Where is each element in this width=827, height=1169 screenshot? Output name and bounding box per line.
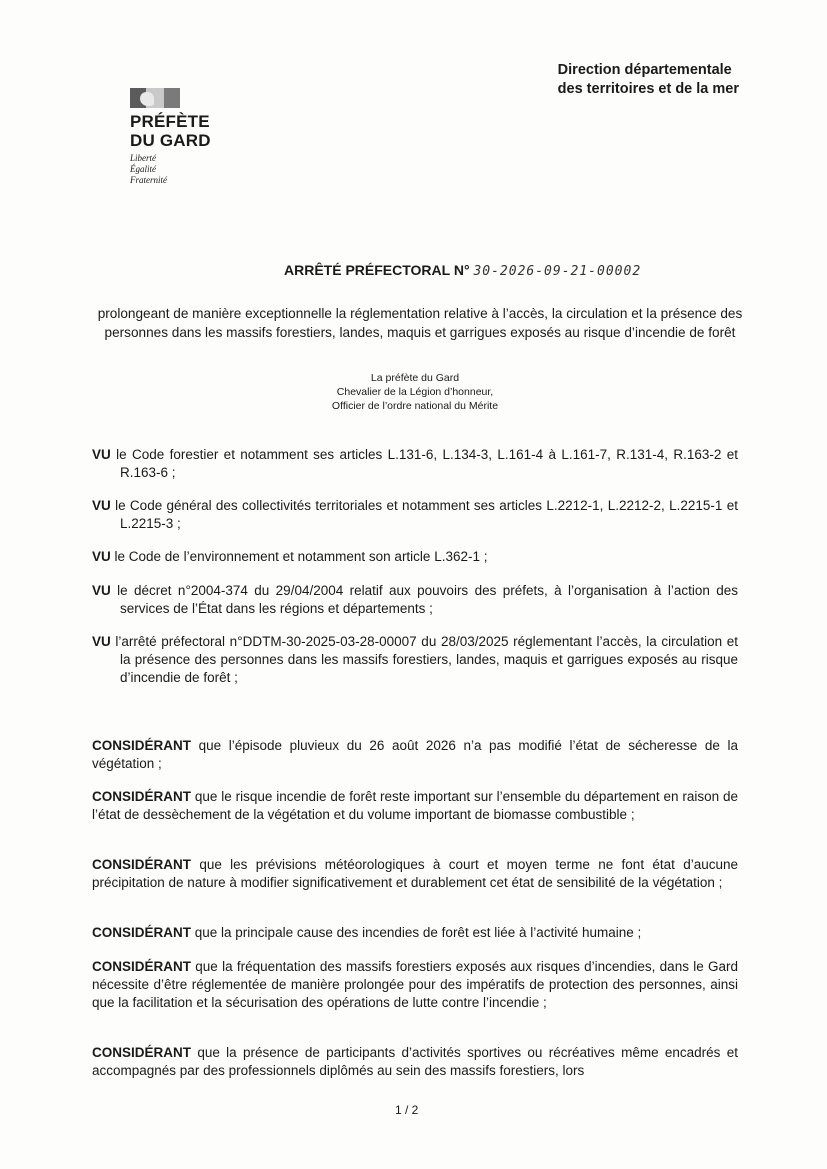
page-number: 1 / 2 <box>395 1103 419 1117</box>
signatory-block <box>280 371 550 413</box>
visa-paragraph <box>92 633 738 687</box>
considerant-text: que la fréquentation des massifs forestiers exposés aux risques d’incendies, dans le Gard nécessite d’être réglementée de manière prolongée pour des impératifs de protection des personnes, ainsi que la facilitation et la sécurisation des opérations de lutte contre l’incendie ; <box>92 959 738 1010</box>
republic-motto <box>130 153 270 186</box>
considerant-paragraph <box>92 1044 738 1080</box>
document-title-label: ARRÊTÉ PRÉFECTORAL N° <box>284 262 470 278</box>
visa-text: l’arrêté préfectoral n°DDTM-30-2025-03-28-00007 du 28/03/2025 réglementant l’accès, la circulation et la présence des personnes dans les massifs forestiers, landes, maquis et garrigues exposés au risque d’incendie de forêt ; <box>110 634 738 685</box>
considerant-text: que l’épisode pluvieux du 26 août 2026 n’a pas modifié l’état de sécheresse de la végétation ; <box>92 738 738 771</box>
visa-text: le Code forestier et notamment ses articles L.131-6, L.134-3, L.161-4 à L.161-7, R.131-4, R.163-2 et R.163-6 ; <box>110 447 738 480</box>
motto-fraternite: Fraternité <box>130 175 167 185</box>
motto-liberte: Liberté <box>130 153 156 163</box>
considerant-lead: CONSIDÉRANT <box>92 789 192 804</box>
faded-stamp-show-through <box>282 888 442 948</box>
visa-text: le décret n°2004-374 du 29/04/2004 relatif aux pouvoirs des préfets, à l’organisation à l’action des services de l’État dans les régions et départements ; <box>110 583 738 616</box>
visa-paragraph <box>92 548 738 566</box>
considerant-text: que la principale cause des incendies de forêt est liée à l’activité humaine ; <box>191 925 642 940</box>
visa-text: le Code général des collectivités territoriales et notamment ses articles L.2212-1, L.2212-2, L.2215-1 et L.2215-3 ; <box>110 498 738 531</box>
considerant-paragraph <box>92 958 738 1012</box>
considerant-paragraph <box>92 856 738 892</box>
document-number: 30-2026-09-21-00002 <box>473 264 642 279</box>
considerant-lead: CONSIDÉRANT <box>92 959 192 974</box>
issuing-service <box>558 61 739 99</box>
considerant-lead: CONSIDÉRANT <box>92 738 192 753</box>
considerant-lead: CONSIDÉRANT <box>92 857 192 872</box>
considerant-paragraph <box>92 788 738 824</box>
considerant-paragraph <box>92 737 738 773</box>
prefecture-name <box>130 112 270 150</box>
marianne-logo-icon <box>130 88 180 108</box>
visa-lead: VU <box>92 549 111 564</box>
issuing-service-line-2: des territoires et de la mer <box>557 81 739 97</box>
visa-lead: VU <box>92 498 111 513</box>
issuing-service-line-1: Direction départementale <box>557 62 732 78</box>
prefecture-logo <box>130 88 270 186</box>
document-title <box>284 262 641 279</box>
visa-paragraph <box>92 446 738 482</box>
prefecture-name-line-2: DU GARD <box>130 131 211 150</box>
considerant-text: que le risque incendie de forêt reste important sur l’ensemble du département en raison de l’état de dessèchement de la végétation et du volume important de biomasse combustible ; <box>92 789 738 822</box>
visa-paragraph <box>92 582 738 618</box>
signatory-line-1: La préfète du Gard <box>370 372 460 384</box>
prefecture-name-line-1: PRÉFÈTE <box>130 112 210 131</box>
considerant-lead: CONSIDÉRANT <box>92 925 192 940</box>
visa-text: le Code de l’environnement et notamment son article L.362-1 ; <box>110 549 488 564</box>
visa-lead: VU <box>92 583 111 598</box>
signatory-line-3: Officier de l’ordre national du Mérite <box>331 400 499 412</box>
considerant-text: que la présence de participants d’activités sportives ou récréatives même encadrés et accompagnés par des professionnels diplômés au sein des massifs forestiers, lors <box>92 1045 738 1078</box>
visa-lead: VU <box>92 447 111 462</box>
motto-egalite: Égalité <box>130 164 156 174</box>
document-subtitle: prolongeant de manière exceptionnelle la réglementation relative à l’accès, la circulation et la présence des personnes dans les massifs forestiers, landes, maquis et garrigues exposés au risque d’incendie de forêt <box>97 306 743 340</box>
considerant-text: que les prévisions météorologiques à court et moyen terme ne font état d’aucune précipitation de nature à modifier significativement et durablement cet état de sensibilité de la végétation ; <box>92 857 738 890</box>
signatory-line-2: Chevalier de la Légion d’honneur, <box>336 386 494 398</box>
visa-lead: VU <box>92 634 111 649</box>
considerant-lead: CONSIDÉRANT <box>92 1045 192 1060</box>
visa-paragraph <box>92 497 738 533</box>
